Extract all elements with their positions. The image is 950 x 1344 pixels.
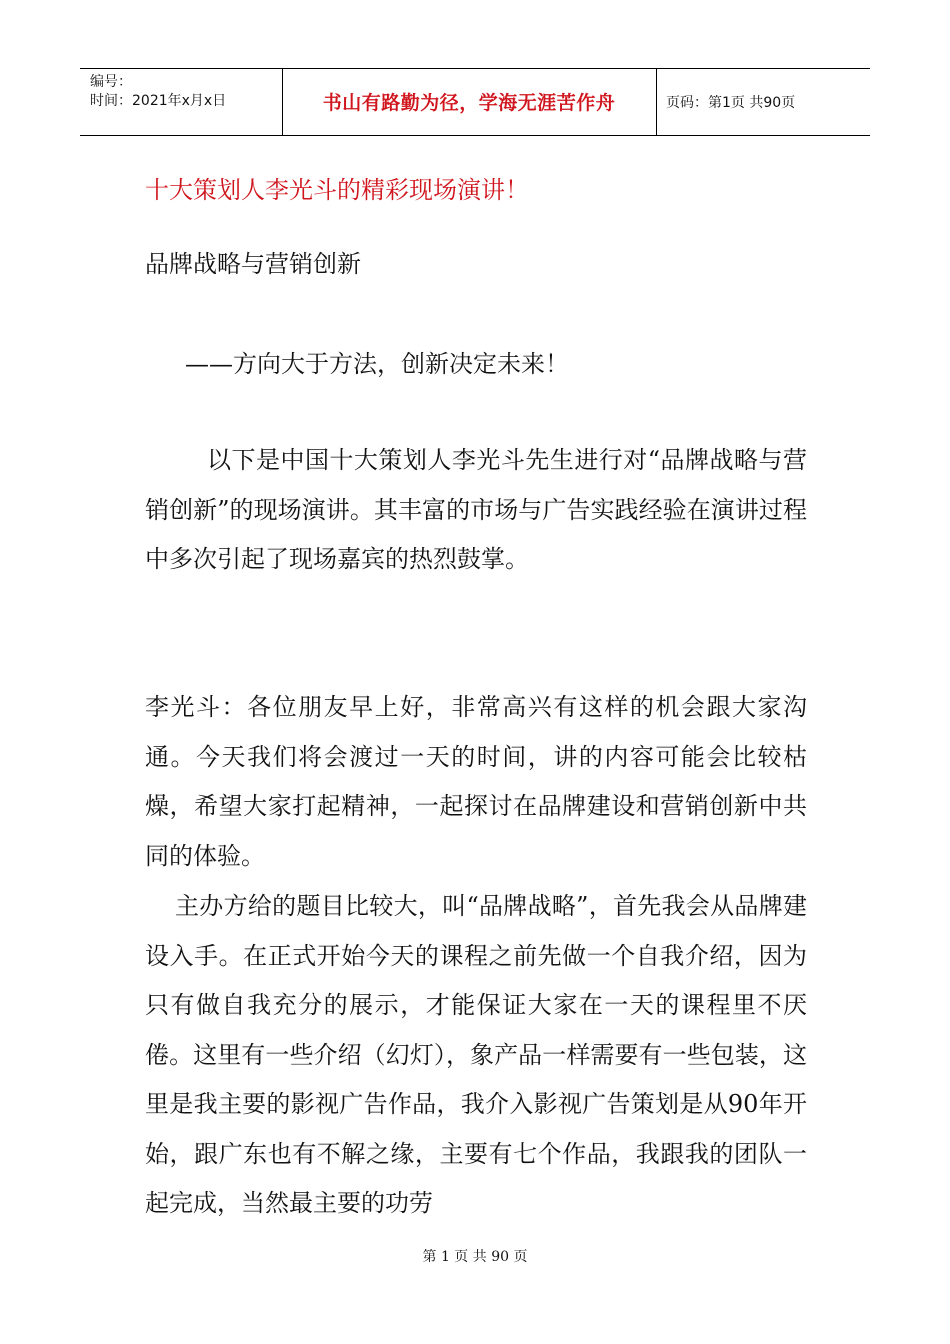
header-number-label: 编号： (90, 74, 132, 90)
header-page-info: 页码：第1页 共90页 (666, 95, 796, 111)
header-divider-right (656, 69, 657, 135)
document-subtitle: 品牌战略与营销创新 (145, 250, 361, 278)
paragraph-intro: 以下是中国十大策划人李光斗先生进行对“品牌战略与营销创新”的现场演讲。其丰富的市场与广告实践经验在演讲过程中多次引起了现场嘉宾的热烈鼓掌。 (145, 446, 807, 573)
document-tagline: ——方向大于方法，创新决定未来！ (185, 350, 569, 378)
document-title: 十大策划人李光斗的精彩现场演讲！ (145, 176, 529, 204)
paragraph-greeting: 李光斗：各位朋友早上好，非常高兴有这样的机会跟大家沟通。今天我们将会渡过一天的时间，讲的内容可能会比较枯燥，希望大家打起精神，一起探讨在品牌建设和营销创新中共同的体验。 (145, 693, 807, 870)
page-footer: 第 1 页 共 90 页 (422, 1249, 528, 1265)
header-motto: 书山有路勤为径，学海无涯苦作舟 (322, 92, 616, 114)
paragraph-body: 主办方给的题目比较大，叫“品牌战略”，首先我会从品牌建设入手。在正式开始今天的课程之前先做一个自我介绍，因为只有做自我充分的展示，才能保证大家在一天的课程里不厌倦。这里有一些介绍（幻灯），象产品一样需要有一些包装，这里是我主要的影视广告作品，我介入影视广告策划是从90年开始，跟广东也有不解之缘，主要有七个作品，我跟我的团队一起完成，当然最主要的功劳 (145, 892, 807, 1217)
header-time-label: 时间：2021年x月x日 (90, 93, 227, 109)
page-header (80, 68, 870, 136)
header-meta (90, 73, 226, 111)
